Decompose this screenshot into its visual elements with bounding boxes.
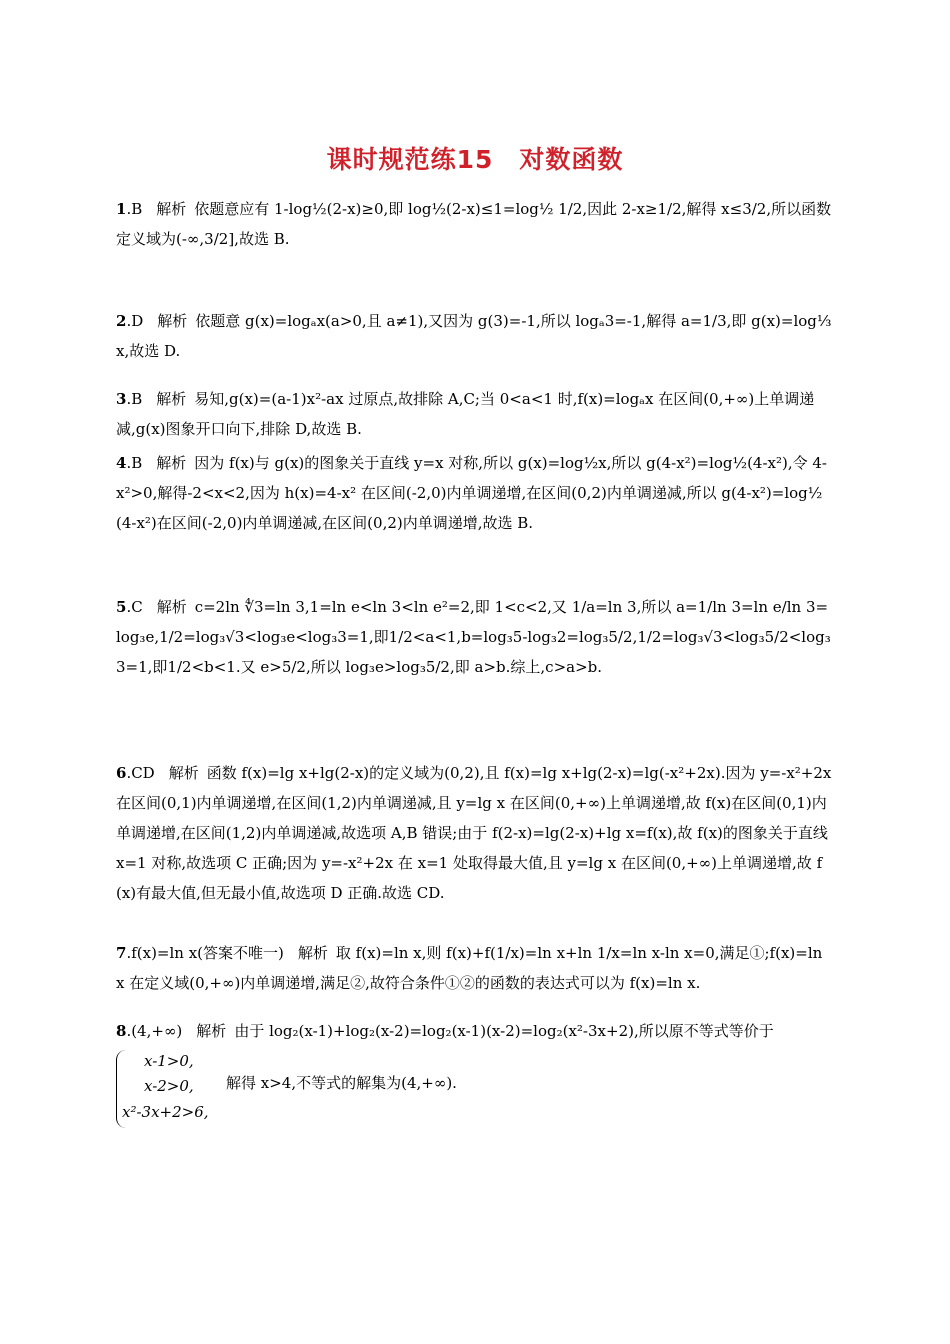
answer-key: .CD xyxy=(126,764,155,782)
answer-body: c=2ln ∜3=ln 3,1=ln e<ln 3<ln e²=2,即 1<c<2,又 1/a=ln 3,所以 a=1/ln 3=ln e/ln 3=log₃e,1/2=log₃√3<log₃e<log₃3=1,即1/2<a<1,b=log₃5-log₃2=log₃5/2,1/2=log₃√3<log₃5/2<log₃3=1,即1/2<b<1.又 e>5/2,所以 log₃e>log₃5/2,即 a>b.综上,c>a>b. xyxy=(116,598,831,676)
analysis-label: 解析 xyxy=(196,1022,227,1040)
analysis-label: 解析 xyxy=(156,390,187,408)
analysis-label: 解析 xyxy=(156,200,187,218)
analysis-label: 解析 xyxy=(297,944,328,962)
answer-body: 由于 log₂(x-1)+log₂(x-2)=log₂(x-1)(x-2)=log₂(x²-3x+2),所以原不等式等价于 xyxy=(234,1022,774,1040)
answer-number: 7 xyxy=(116,944,127,962)
answer-number: 4 xyxy=(116,454,127,472)
answer-body: 取 f(x)=ln x,则 f(x)+f(1/x)=ln x+ln 1/x=ln x-ln x=0,满足①;f(x)=ln x 在定义域(0,+∞)内单调递增,满足②,故符合条件①②的函数的表达式可以为 f(x)=ln x. xyxy=(116,944,823,992)
answer-key: .(4,+∞) xyxy=(126,1022,183,1040)
answer-number: 1 xyxy=(116,200,127,218)
answer-number: 6 xyxy=(116,764,127,782)
system-solution: 解得 x>4,不等式的解集为(4,+∞). xyxy=(226,1074,457,1092)
inequality-system xyxy=(116,1046,832,1132)
answer-8 xyxy=(116,1016,832,1046)
answer-number: 5 xyxy=(116,598,127,616)
system-line-1: x-1>0, xyxy=(144,1052,194,1070)
answer-4 xyxy=(116,448,832,538)
answer-body: 函数 f(x)=lg x+lg(2-x)的定义域为(0,2),且 f(x)=lg x+lg(2-x)=lg(-x²+2x).因为 y=-x²+2x 在区间(0,1)内单调递增,在区间(1,2)内单调递减,且 y=lg x 在区间(0,+∞)上单调递增,故 f(x)在区间(0,1)内单调递增,在区间(1,2)内单调递减,故选项 A,B 错误;由于 f(2-x)=lg(2-x)+lg x=f(x),故 f(x)的图象关于直线 x=1 对称,故选项 C 正确;因为 y=-x²+2x 在 x=1 处取得最大值,且 y=lg x 在区间(0,+∞)上单调递增,故 f(x)有最大值,但无最小值,故选项 D 正确.故选 CD. xyxy=(116,764,832,902)
analysis-label: 解析 xyxy=(168,764,199,782)
answer-5 xyxy=(116,592,832,682)
answer-body: 依题意 g(x)=logₐx(a>0,且 a≠1),又因为 g(3)=-1,所以 logₐ3=-1,解得 a=1/3,即 g(x)=log⅓x,故选 D. xyxy=(116,312,832,360)
answer-3 xyxy=(116,384,832,444)
answer-number: 8 xyxy=(116,1022,127,1040)
answer-key: .B xyxy=(126,200,143,218)
answer-number: 3 xyxy=(116,390,127,408)
answer-key: .D xyxy=(126,312,144,330)
answer-6 xyxy=(116,758,832,908)
answer-number: 2 xyxy=(116,312,127,330)
answer-key: .C xyxy=(126,598,143,616)
analysis-label: 解析 xyxy=(156,598,187,616)
analysis-label: 解析 xyxy=(156,454,187,472)
answer-key: .B xyxy=(126,454,143,472)
answer-body: 因为 f(x)与 g(x)的图象关于直线 y=x 对称,所以 g(x)=log½x,所以 g(4-x²)=log½(4-x²),令 4-x²>0,解得-2<x<2,因为 h(x)=4-x² 在区间(-2,0)内单调递增,在区间(0,2)内单调递减,所以 g(4-x²)=log½(4-x²)在区间(-2,0)内单调递减,在区间(0,2)内单调递增,故选 B. xyxy=(116,454,828,532)
answer-key: .f(x)=ln x(答案不唯一) xyxy=(126,944,284,962)
answer-body: 易知,g(x)=(a-1)x²-ax 过原点,故排除 A,C;当 0<a<1 时,f(x)=logₐx 在区间(0,+∞)上单调递减,g(x)图象开口向下,排除 D,故选 B. xyxy=(116,390,815,438)
analysis-label: 解析 xyxy=(157,312,188,330)
system-line-2: x-2>0, xyxy=(144,1077,194,1095)
answer-body: 依题意应有 1-log½(2-x)≥0,即 log½(2-x)≤1=log½ 1/2,因此 2-x≥1/2,解得 x≤3/2,所以函数定义域为(-∞,3/2],故选 B. xyxy=(116,200,832,248)
system-line-3: x²-3x+2>6, xyxy=(122,1103,209,1121)
page-title: 课时规范练15 对数函数 xyxy=(326,145,624,174)
answer-key: .B xyxy=(126,390,143,408)
answer-1 xyxy=(116,194,832,254)
answer-2 xyxy=(116,306,832,366)
answer-7 xyxy=(116,938,832,998)
